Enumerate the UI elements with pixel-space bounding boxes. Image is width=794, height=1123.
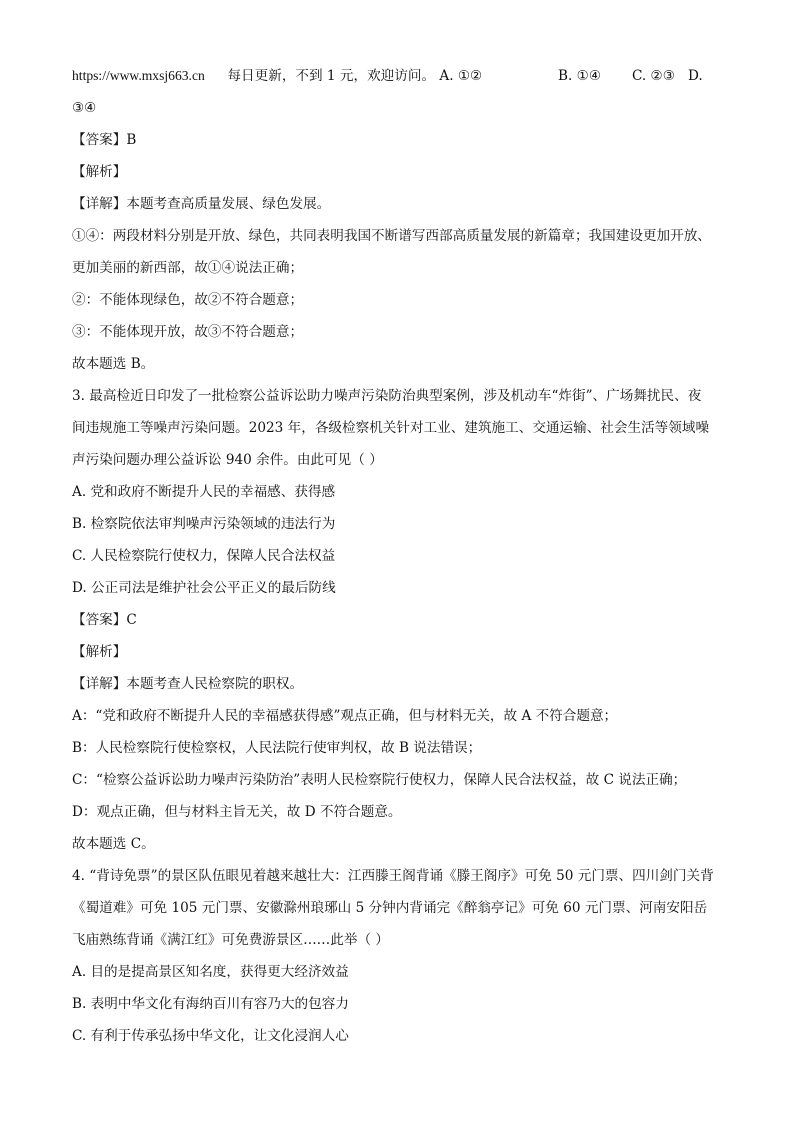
- q3-stem: 3. 最高检近日印发了一批检察公益诉讼助力噪声污染防治典型案例，涉及机动车“炸街”、广场舞扰民、夜: [72, 388, 702, 404]
- q4-stem: 飞庙熟练背诵《满江红》可免费游景区……此举（ ）: [72, 932, 389, 948]
- q2-explanation-line: ①④：两段材料分别是开放、绿色，共同表明我国不断谱写西部高质量发展的新篇章；我国建设更加开放、: [72, 228, 711, 244]
- q2-detail: 【详解】本题考查高质量发展、绿色发展。: [72, 196, 331, 212]
- q3-explanation-d: D：观点正确，但与材料主旨无关，故 D 不符合题意。: [72, 804, 402, 820]
- q2-explanation-line: ②：不能体现绿色，故②不符合题意；: [72, 292, 304, 308]
- q2-option-d-label: D.: [688, 68, 703, 84]
- site-notice: 每日更新，不到 1 元，欢迎访问。: [227, 68, 436, 84]
- q3-detail: 【详解】本题考查人民检察院的职权。: [72, 676, 304, 692]
- q2-option-d: ③④: [72, 100, 97, 116]
- q3-option-d: D. 公正司法是维护社会公平正义的最后防线: [72, 580, 336, 596]
- q3-conclusion: 故本题选 C。: [72, 836, 155, 852]
- q4-option-c: C. 有利于传承弘扬中华文化，让文化浸润人心: [72, 1028, 349, 1044]
- q2-option-b: B. ①④: [558, 68, 602, 84]
- q3-explanation-b: B：人民检察院行使检察权，人民法院行使审判权，故 B 说法错误；: [72, 740, 482, 756]
- q2-option-a: A. ①②: [439, 68, 483, 84]
- q2-conclusion: 故本题选 B。: [72, 356, 155, 372]
- q4-stem: 《蜀道难》可免 105 元门票、安徽滁州琅琊山 5 分钟内背诵完《醉翁亭记》可免 60 元门票、河南安阳岳: [72, 900, 708, 916]
- q3-answer: 【答案】C: [72, 612, 137, 628]
- q3-option-c: C. 人民检察院行使权力，保障人民合法权益: [72, 548, 336, 564]
- q2-analysis-heading: 【解析】: [72, 164, 127, 180]
- header-line: [72, 67, 482, 85]
- q2-explanation-line: ③：不能体现开放，故③不符合题意；: [72, 324, 304, 340]
- q3-explanation-a: A：“党和政府不断提升人民的幸福感获得感”观点正确，但与材料无关，故 A 不符合题意；: [72, 708, 618, 724]
- q2-option-c: C. ②③: [632, 68, 675, 84]
- q4-option-b: B. 表明中华文化有海纳百川有容乃大的包容力: [72, 996, 349, 1012]
- q3-stem: 声污染问题办理公益诉讼 940 余件。由此可见（ ）: [72, 452, 383, 468]
- q3-option-a: A. 党和政府不断提升人民的幸福感、获得感: [72, 484, 336, 500]
- q3-explanation-c: C：“检察公益诉讼助力噪声污染防治”表明人民检察院行使权力，保障人民合法权益，故 C 说法正确；: [72, 772, 687, 788]
- q2-explanation-line: 更加美丽的新西部，故①④说法正确；: [72, 260, 304, 276]
- q3-stem: 间违规施工等噪声污染问题。2023 年，各级检察机关针对工业、建筑施工、交通运输、社会生活等领域噪: [72, 420, 710, 436]
- q2-answer: 【答案】B: [72, 132, 137, 148]
- q4-option-a: A. 目的是提高景区知名度，获得更大经济效益: [72, 964, 349, 980]
- site-url[interactable]: https://www.mxsj663.cn: [72, 68, 205, 83]
- q3-option-b: B. 检察院依法审判噪声污染领域的违法行为: [72, 516, 336, 532]
- q3-analysis-heading: 【解析】: [72, 644, 127, 660]
- q4-stem: 4. “背诗免票”的景区队伍眼见着越来越壮大：江西滕王阁背诵《滕王阁序》可免 50 元门票、四川剑门关背: [72, 868, 714, 884]
